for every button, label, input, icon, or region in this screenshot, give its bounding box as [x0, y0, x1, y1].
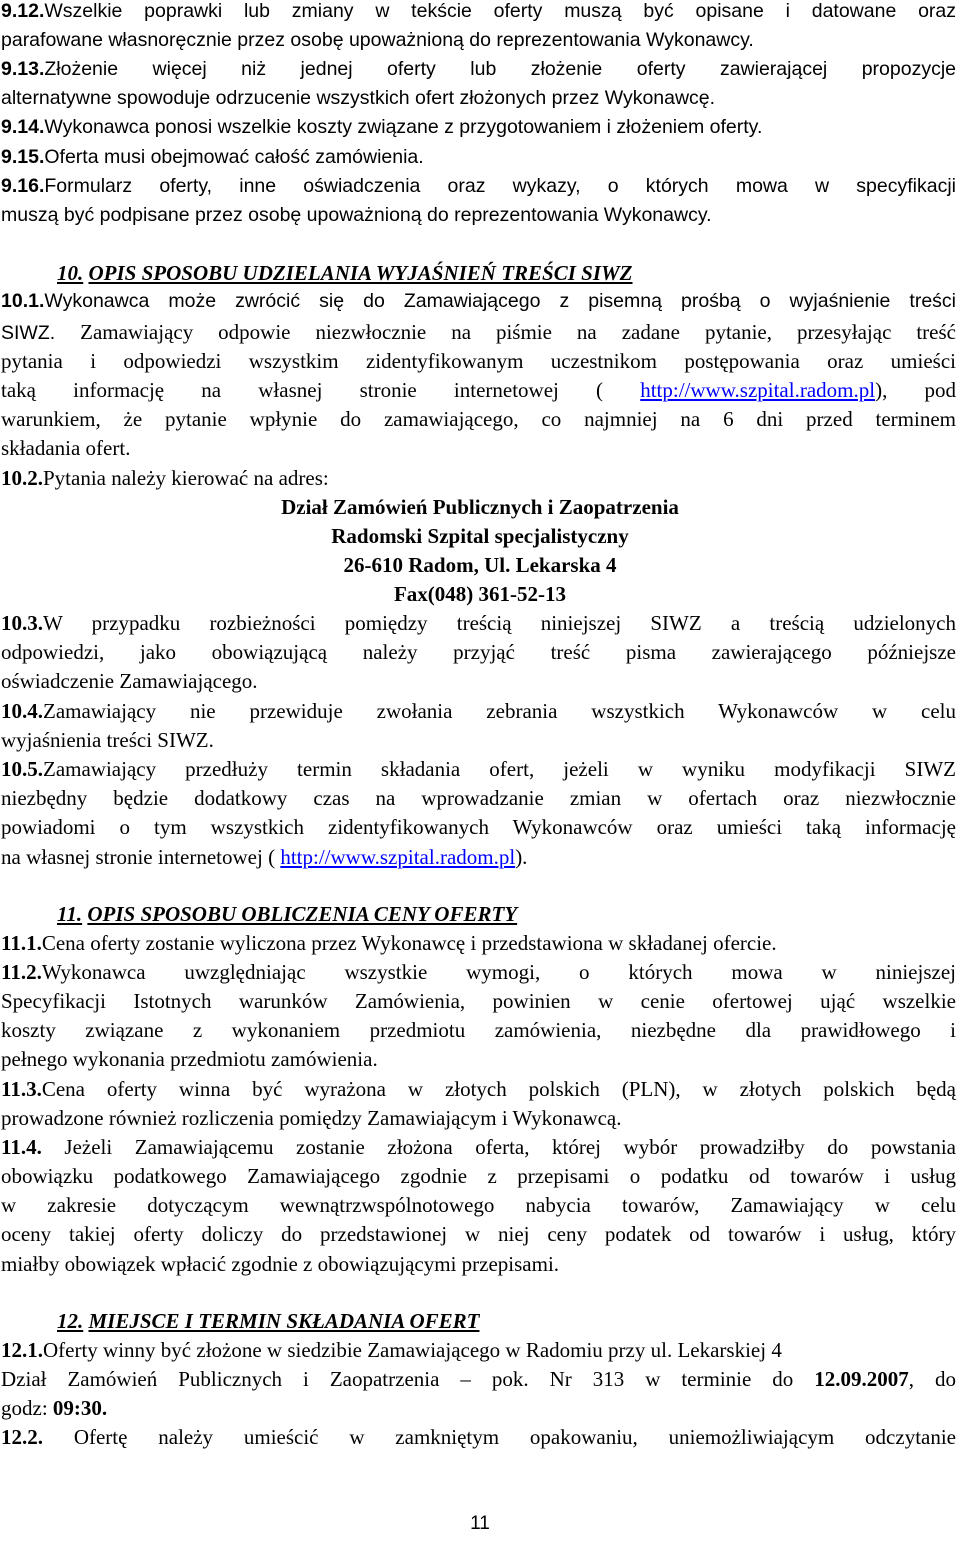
para-12-1-line3 — [1, 1396, 956, 1421]
text: Zamawiający przedłuży termin składania ofert, jeżeli w wyniku modyfikacji SIWZ — [43, 757, 956, 781]
para-11-2-line1 — [1, 960, 956, 985]
para-number: 11.2. — [1, 960, 42, 984]
section-12-heading — [57, 1309, 956, 1334]
text: na własnej stronie internetowej ( — [1, 845, 281, 869]
address-line-3: 26-610 Radom, Ul. Lekarska 4 — [343, 553, 617, 577]
para-number: 9.15. — [1, 146, 45, 168]
para-11-2-line2: Specyfikacji Istotnych warunków Zamówienia, powinien w cenie ofertowej ująć wszelkie — [1, 989, 956, 1013]
para-number: 10.5. — [1, 757, 43, 781]
para-12-2-line1 — [1, 1425, 956, 1450]
website-link[interactable]: http://www.szpital.radom.pl — [640, 378, 876, 402]
para-10-2 — [1, 466, 956, 491]
para-10-3-line1 — [1, 611, 956, 636]
para-11-2-line4: pełnego wykonania przedmiotu zamówienia. — [1, 1047, 378, 1071]
heading-number: 12. — [57, 1309, 84, 1333]
para-number: 11.4. — [1, 1135, 42, 1159]
para-9-15 — [1, 146, 956, 169]
para-10-5-line4 — [1, 845, 956, 870]
section-10-heading — [57, 261, 956, 286]
address-line-2: Radomski Szpital specjalistyczny — [331, 524, 629, 548]
text: Cena oferty winna być wyrażona w złotych polskich (PLN), w złotych polskich będą — [41, 1077, 956, 1101]
para-number: 11.3. — [1, 1077, 42, 1101]
section-11-heading — [57, 902, 956, 927]
deadline-time: 09:30. — [52, 1396, 108, 1420]
para-9-14 — [1, 116, 956, 139]
para-10-1-line3: pytania i odpowiedzi wszystkim zidentyfikowanym uczestnikom postępowania oraz umieści — [1, 349, 956, 373]
text: Pytania należy kierować na adres: — [43, 466, 329, 490]
para-12-1-line2 — [1, 1367, 956, 1392]
para-number: 10.3. — [1, 611, 43, 635]
text: Formularz oferty, inne oświadczenia oraz wykazy, o których mowa w specyfikacji — [44, 175, 956, 197]
para-number: 11.1. — [1, 931, 42, 955]
para-number: 10.2. — [1, 466, 43, 490]
para-number: 9.16. — [1, 175, 45, 197]
website-link[interactable]: http://www.szpital.radom.pl — [280, 845, 516, 869]
text: Zamawiający odpowie niezwłocznie na piśmie na zadane pytanie, przesyłając treść — [55, 320, 956, 344]
text: W przypadku rozbieżności pomiędzy treścią niniejszej SIWZ a treścią udzielonych — [43, 611, 956, 635]
para-number: 10.1. — [1, 290, 45, 312]
text: godz: — [1, 1396, 53, 1420]
text: Złożenie więcej niż jednej oferty lub złożenie oferty zawierającej propozycje — [44, 58, 956, 80]
para-number: 12.1. — [1, 1338, 43, 1362]
text: SIWZ. — [1, 322, 56, 344]
para-10-3-line3: oświadczenie Zamawiającego. — [1, 669, 258, 693]
para-11-4-line2: obowiązku podatkowego Zamawiającego zgodnie z przepisami o podatku od towarów i usług — [1, 1164, 956, 1188]
heading-text: OPIS SPOSOBU UDZIELANIA WYJAŚNIEŃ TREŚCI SIWZ — [88, 261, 633, 285]
text: Wykonawca ponosi wszelkie koszty związane z przygotowaniem i złożeniem oferty. — [44, 116, 763, 138]
para-11-4-line5: miałby obowiązek wpłacić zgodnie z obowiązującymi przepisami. — [1, 1252, 560, 1276]
text: Ofertę należy umieścić w zamkniętym opakowaniu, uniemożliwiającym odczytanie — [43, 1425, 956, 1449]
para-10-1-line4 — [1, 378, 956, 403]
para-11-4-line3: w zakresie dotyczącym wewnątrzwspólnotowego nabycia towarów, Zamawiający w celu — [1, 1193, 956, 1217]
para-number: 9.14. — [1, 116, 45, 138]
para-number: 10.4. — [1, 699, 43, 723]
para-number: 12.2. — [1, 1425, 43, 1449]
para-10-5-line2: niezbędny będzie dodatkowy czas na wprowadzanie zmian w ofertach oraz niezwłocznie — [1, 786, 956, 810]
para-10-1-line6: składania ofert. — [1, 436, 131, 460]
text: Zamawiający nie przewiduje zwołania zebrania wszystkich Wykonawców w celu — [43, 699, 956, 723]
para-9-13-line1 — [1, 58, 956, 81]
text: Jeżeli Zamawiającemu zostanie złożona oferta, której wybór prowadziłby do powstania — [41, 1135, 956, 1159]
deadline-date: 12.09.2007 — [814, 1367, 909, 1391]
text: ), pod — [875, 378, 956, 402]
text: Oferta musi obejmować całość zamówienia. — [44, 146, 424, 168]
para-10-3-line2: odpowiedzi, jako obowiązującą należy przyjąć treść pisma zawierającego późniejsze — [1, 640, 956, 664]
para-11-1 — [1, 931, 956, 956]
para-10-5-line1 — [1, 757, 956, 782]
heading-text: MIEJSCE I TERMIN SKŁADANIA OFERT — [88, 1309, 480, 1333]
para-12-1-line1 — [1, 1338, 956, 1363]
para-9-12-line1 — [1, 0, 956, 23]
address-line-1: Dział Zamówień Publicznych i Zaopatrzenia — [281, 495, 679, 519]
text: ). — [515, 845, 528, 869]
text: Dział Zamówień Publicznych i Zaopatrzenia – pok. Nr 313 w terminie do — [1, 1367, 815, 1391]
text: Cena oferty zostanie wyliczona przez Wykonawcę i przedstawiona w składanej ofercie. — [41, 931, 777, 955]
para-11-3-line1 — [1, 1077, 956, 1102]
para-9-16-line2: muszą być podpisane przez osobę upoważnioną do reprezentowania Wykonawcy. — [1, 204, 712, 226]
heading-text: OPIS SPOSOBU OBLICZENIA CENY OFERTY — [87, 902, 518, 926]
para-10-5-line3: powiadomi o tym wszystkich zidentyfikowanych Wykonawców oraz umieści taką informację — [1, 815, 956, 839]
text: taką informację na własnej stronie internetowej ( — [1, 378, 641, 402]
para-10-4-line2: wyjaśnienia treści SIWZ. — [1, 728, 214, 752]
para-10-1-line2 — [1, 320, 956, 345]
para-9-16-line1 — [1, 175, 956, 198]
para-9-12-line2: parafowane własnoręcznie przez osobę upoważnioną do reprezentowania Wykonawcy. — [1, 29, 754, 51]
address-fax: Fax(048) 361-52-13 — [393, 582, 567, 606]
para-11-4-line1 — [1, 1135, 956, 1160]
heading-number: 10. — [57, 261, 84, 285]
text: Oferty winny być złożone w siedzibie Zamawiającego w Radomiu przy ul. Lekarskiej 4 — [43, 1338, 782, 1362]
text: Wykonawca może zwrócić się do Zamawiającego z pisemną prośbą o wyjaśnienie treści — [44, 290, 956, 312]
text: Wykonawca uwzględniając wszystkie wymogi, o których mowa w niniejszej — [41, 960, 956, 984]
text: , do — [908, 1367, 956, 1391]
para-11-3-line2: prowadzone również rozliczenia pomiędzy Zamawiającym i Wykonawcą. — [1, 1106, 622, 1130]
para-number: 9.13. — [1, 58, 45, 80]
para-11-4-line4: oceny takiej oferty doliczy do przedstawionej w niej ceny podatek od towarów i usług, który — [1, 1222, 956, 1246]
text: Wszelkie poprawki lub zmiany w tekście oferty muszą być opisane i datowane oraz — [44, 0, 956, 22]
para-10-1-line1 — [1, 290, 956, 313]
para-10-1-line5: warunkiem, że pytanie wpłynie do zamawiającego, co najmniej na 6 dni przed terminem — [1, 407, 956, 431]
heading-number: 11. — [57, 902, 83, 926]
para-9-13-line2: alternatywne spowoduje odrzucenie wszystkich ofert złożonych przez Wykonawcę. — [1, 87, 716, 109]
page-number: 11 — [470, 1513, 490, 1534]
para-10-4-line1 — [1, 699, 956, 724]
para-number: 9.12. — [1, 0, 45, 22]
para-11-2-line3: koszty związane z wykonaniem przedmiotu zamówienia, niezbędne dla prawidłowego i — [1, 1018, 956, 1042]
